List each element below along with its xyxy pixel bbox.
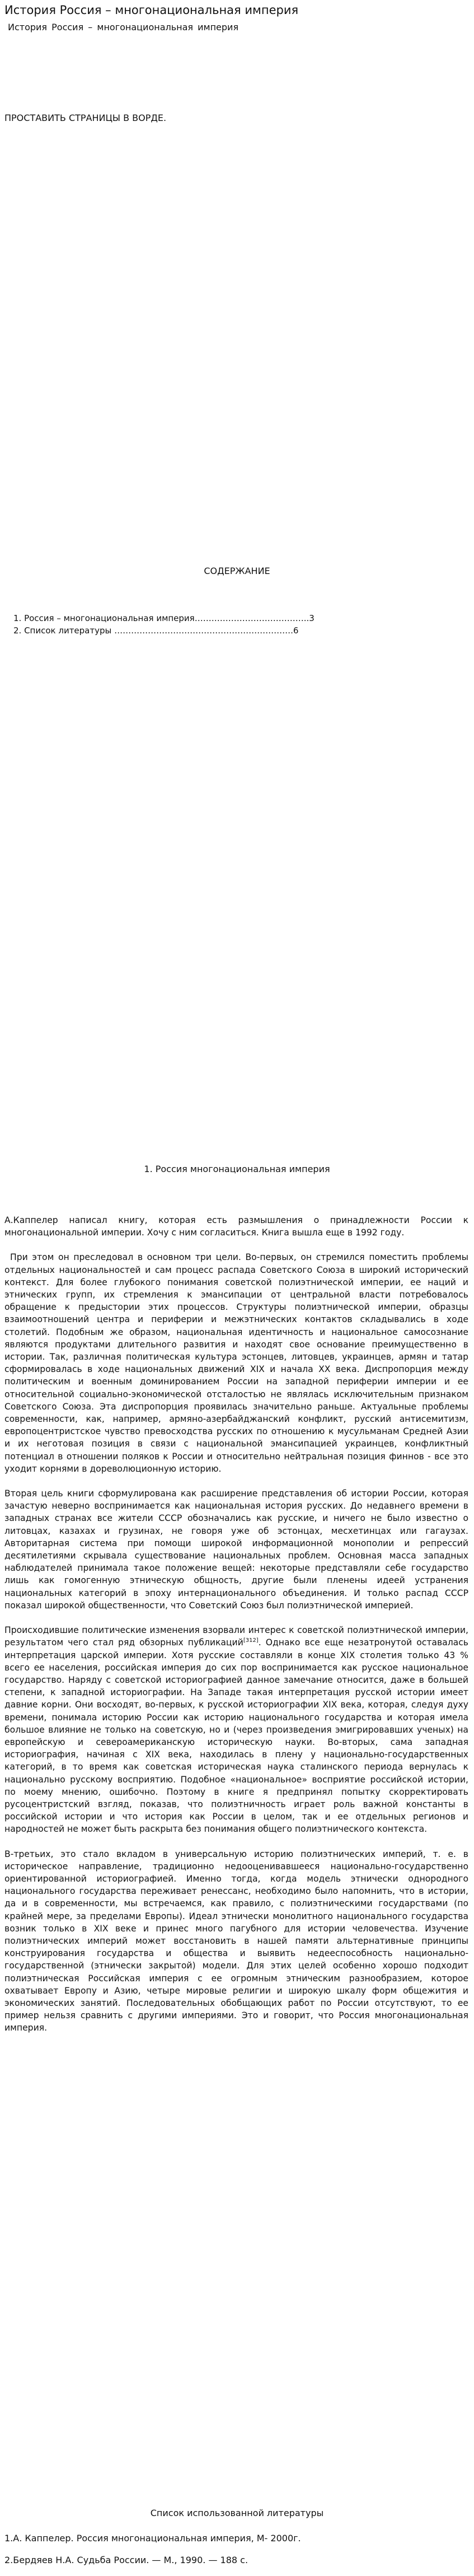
document-subtitle: История Россия – многонациональная империя (8, 22, 239, 32)
section-body (4, 1214, 468, 2047)
footnote-marker[interactable]: [312] (243, 1637, 259, 1644)
reference-item: 1.А. Каппелер. Россия многонациональная империя, М- 2000г. (4, 2533, 301, 2544)
section-heading: 1. Россия многонациональная империя (144, 1164, 330, 1174)
editor-note: ПРОСТАВИТЬ СТРАНИЦЫ В ВОРДЕ. (4, 113, 167, 123)
reference-item: 2.Бердяев Н.А. Судьба России. — М., 1990. — 188 с. (4, 2555, 248, 2565)
references-list (4, 2532, 301, 2576)
document-title: История Россия – многонациональная империя (4, 3, 299, 17)
toc-item[interactable]: 2. Список литературы ……………………………………………………….6 (13, 626, 299, 636)
toc-item[interactable]: 1. Россия – многонациональная империя…………………………………..3 (13, 613, 315, 623)
references-heading: Список использованной литературы (150, 2508, 324, 2518)
paragraph: Происходившие политические изменения взорвали интерес к советской полиэтнической империи, результатом чего стал ряд обзорных публикаций[312]. Однако все еще незатронутой оставалась интерпретация царской империи. Хотя русские составляли в конце XIX столетия только 43 % всего ее населения, российская империя до сих пор воспринимается как русское национальное государство. Наряду с советской историографией данное замечание относится, даже в большей степени, к западной историографии. На Западе такая интерпретация русской истории имеет давние корни. Они восходят, во-первых, к русской историографии XIX века, которая, следуя духу времени, понимала историю России как историю национального государства и которая имела большое влияние не только на советскую, но и (через произведения эмигрировавших ученых) на европейскую и североамериканскую историческую науки. Во-вторых, сама западная историография, начиная с XIX века, находилась в плену у национально-государственных категорий, в то время как советская историческая наука сталинского периода вернулась к национально русскому восприятию. Подобное «национальное» восприятие российской истории, по моему мнению, ошибочно. Поэтому в книге я предпринял попытку скорректировать русоцентристский взгляд, показав, что полиэтничность играет роль важной константы в российской истории и что история как России в целом, так и ее отдельных регионов и народностей не может быть раскрыта без понимания общего полиэтнического контекста. (4, 1625, 468, 1835)
paragraph: А.Каппелер написал книгу, которая есть размышления о принадлежности России к многонациональной империи. Хочу с ним согласиться. Книга вышла еще в 1992 году. (4, 1215, 468, 1238)
table-of-contents (12, 612, 315, 637)
paragraph: В-третьих, это стало вкладом в универсальную историю полиэтнических империй, т. е. в историческое направление, традиционно недооценивавшееся национально-государственно ориентированной историографией. Именно тогда, когда модель этнически однородного национального государства переживает ренессанс, необходимо было напомнить, что в истории, да и в современности, мы встречаемся, как правило, с полиэтническими государствами (по крайней мере, за пределами Европы). Идеал этнически монолитного национального государства возник только в XIX веке и принес много пагубного для истории человечества. Изучение полиэтнических империй может восстановить в нашей памяти альтернативные принципы конструирования государства и общества и выявить недееспособность национально-государственной (этнически закрытой) модели. Для этих целей особенно хорошо подходит полиэтническая Российская империя с ее огромным этническим разнообразием, которое охватывает Европу и Азию, четыре мировые религии и широкую шкалу форм общежития и экономических занятий. Последовательных обобщающих работ по России отсутствуют, то ее пример нельзя сравнить с другими империями. Это и говорит, что Россия многонациональная империя. (4, 1849, 468, 2033)
toc-heading: СОДЕРЖАНИЕ (204, 566, 270, 576)
paragraph: При этом он преследовал в основном три цели. Во-первых, он стремился поместить проблемы отдельных национальностей и сам процесс распада Советского Союза в широкий исторический контекст. Для более глубокого понимания советской полиэтнической империи, ее наций и этнических групп, их стремления к эмансипации от центральной власти потребовалось обращение к предыстории этих процессов. Структуры полиэтнической империи, образцы взаимоотношений центра и периферии и межэтнических контактов складывались в ходе столетий. Подобным же образом, национальная идентичность и национальное самосознание являются продуктами длительного развития и находят свое основание преимущественно в истории. Так, различная политическая культура эстонцев, литовцев, украинцев, армян и татар сформировалась в ходе национальных движений XIX и начала XX века. Диспропорция между политическим и военным доминированием России на западной периферии империи и ее относительной социально-экономической отсталостью не являлась исключительным признаком Советского Союза. Эта диспропорция проявилась значительно раньше. Актуальные проблемы современности, как, например, армяно-азербайджанский конфликт, русский антисемитизм, европоцентристское чувство превосходства русских по отношению к мусульманам Средней Азии и их неготовая позиция в связи с национальной эмансипацией украинцев, конфликтный потенциал в отношении поляков к России и относительно нейтральная позиция финнов - все это уходит корнями в дореволюционную историю. (4, 1252, 468, 1474)
paragraph: Вторая цель книги сформулирована как расширение представления об истории России, которая зачастую неверно воспринимается как национальная история русских. До недавнего времени в западных странах все жители СССР обозначались как русские, и ничего не было известно о литовцах, казахах и грузинах, не говоря уже об эстонцах, месхетинцах или гагаузах. Авторитарная система при помощи широкой информационной монополии и репрессий десятилетиями скрывала существование национальных проблем. Основная масса западных наблюдателей принимала такое положение вещей: некоторые представляли себе государство лишь как гомогенную этническую общность, другие были пленены идеей устранения национальных категорий в эпоху интернационального объединения. И только распад СССР показал широкой общественности, что Советский Союз был полиэтнической империей. (4, 1488, 468, 1611)
